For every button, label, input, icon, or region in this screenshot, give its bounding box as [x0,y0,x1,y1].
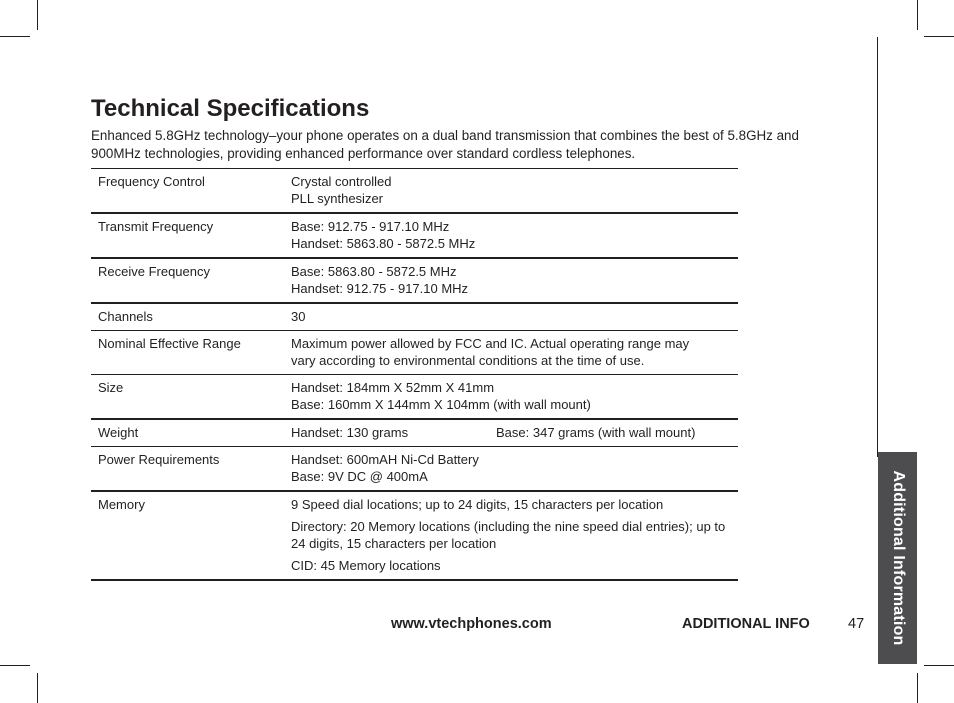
memory-directory: Directory: 20 Memory locations (including the nine speed dial entries); up to 24 digits, 15 characters per location [291,519,726,551]
spec-label: Receive Frequency [98,264,210,279]
spec-line: Handset: 184mm X 52mm X 41mm [291,380,495,395]
table-row [91,331,738,375]
crop-mark [917,0,918,30]
page-edge-rule [877,37,878,457]
crop-mark [917,673,918,703]
spec-value [284,169,738,214]
spec-value [284,491,738,580]
page-number: 47 [848,616,865,632]
spec-value: 30 [291,309,306,324]
crop-mark [924,665,954,666]
spec-line: vary according to environmental conditions at the time of use. [291,353,645,368]
spec-value [284,375,738,420]
spec-line: Base: 5863.80 - 5872.5 MHz [291,264,457,279]
spec-value [284,258,738,303]
weight-handset: Handset: 130 grams [291,425,409,440]
spec-line: Maximum power allowed by FCC and IC. Actual operating range may [291,336,690,351]
spec-line: Base: 9V DC @ 400mA [291,469,428,484]
spec-label: Frequency Control [98,174,205,189]
table-row [91,447,738,492]
spec-label: Memory [98,497,145,512]
page-title: Technical Specifications [91,95,370,122]
intro-paragraph: Enhanced 5.8GHz technology–your phone operates on a dual band transmission that combines the best of 5.8GHz and 900MHz technologies, providing enhanced performance over standard cordless telephones. [91,128,799,161]
specs-table [91,168,738,581]
spec-value [284,213,738,258]
memory-speed-dial: 9 Speed dial locations; up to 24 digits, 15 characters per location [291,497,664,512]
table-row [91,258,738,303]
crop-mark [37,673,38,703]
crop-mark [924,36,954,37]
weight-base: Base: 347 grams (with wall mount) [496,425,696,440]
spec-label: Nominal Effective Range [98,336,241,351]
spec-label: Channels [98,309,153,324]
spec-value [284,331,738,375]
table-row [91,303,738,331]
spec-line: Handset: 5863.80 - 5872.5 MHz [291,236,476,251]
side-tab [878,452,917,664]
spec-line: PLL synthesizer [291,191,384,206]
weight-values [291,424,732,441]
spec-line: Base: 912.75 - 917.10 MHz [291,219,450,234]
footer-url: www.vtechphones.com [391,616,552,632]
spec-line: Handset: 600mAH Ni-Cd Battery [291,452,479,467]
table-row [91,491,738,580]
side-tab-label: Additional Information [889,470,907,646]
table-row [91,213,738,258]
spec-label: Size [98,380,124,395]
spec-line: Crystal controlled [291,174,392,189]
spec-label: Power Requirements [98,452,220,467]
memory-cid: CID: 45 Memory locations [291,558,441,573]
spec-line: Base: 160mm X 144mm X 104mm (with wall mount) [291,397,591,412]
crop-mark [37,0,38,30]
spec-label: Transmit Frequency [98,219,214,234]
spec-value [284,419,738,447]
spec-label: Weight [98,425,139,440]
table-row [91,419,738,447]
spec-line: Handset: 912.75 - 917.10 MHz [291,281,469,296]
crop-mark [0,36,30,37]
footer-section-title: ADDITIONAL INFO [682,616,810,632]
spec-value [284,447,738,492]
table-row [91,169,738,214]
table-row [91,375,738,420]
crop-mark [0,665,30,666]
